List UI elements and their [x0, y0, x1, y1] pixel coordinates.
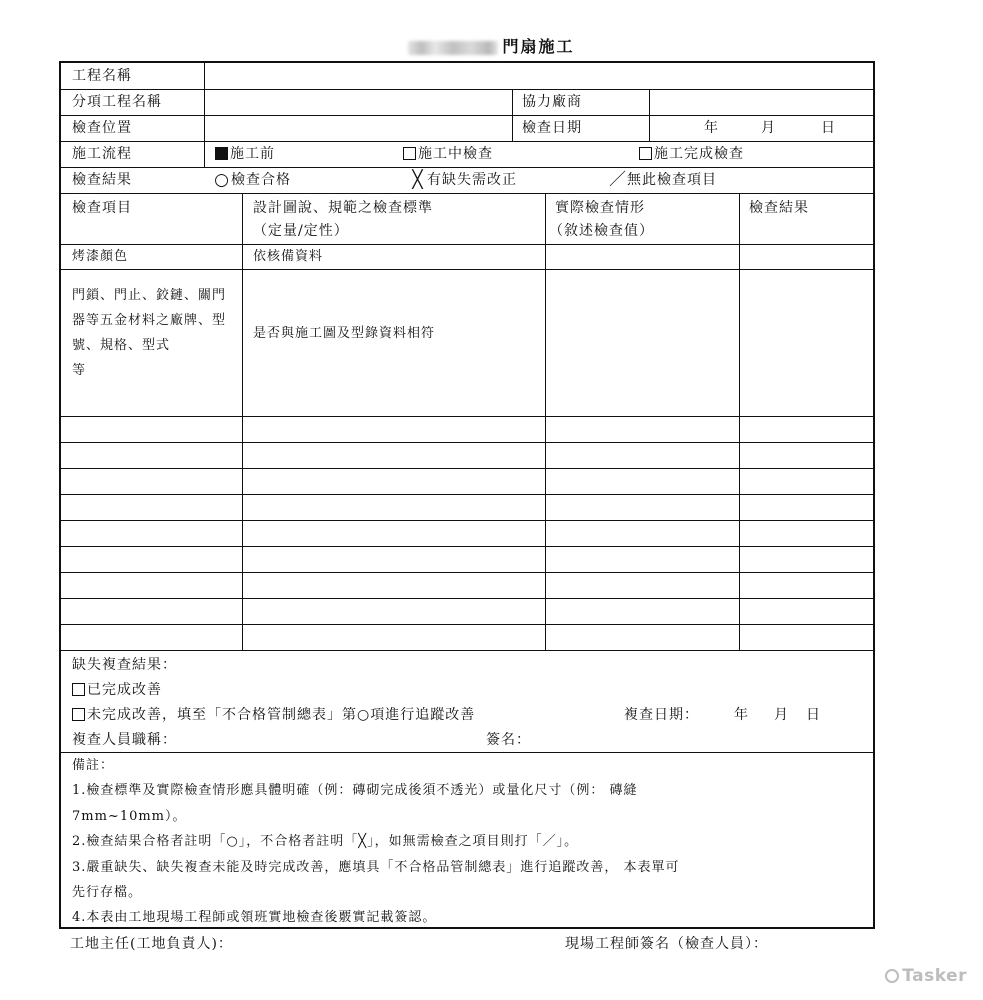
row-line: [61, 442, 873, 443]
row-line: [61, 520, 873, 521]
watermark-logo: Tasker: [885, 966, 967, 986]
logo-circle-icon: [885, 969, 899, 983]
process-done-option[interactable]: 施工完成檢查: [639, 145, 744, 163]
col-header-standard-sub: （定量/定性）: [253, 223, 349, 239]
recheck-signature: 簽名：: [486, 732, 531, 748]
date-day: 日: [821, 120, 836, 136]
col-line: [545, 193, 546, 650]
col-header-result: 檢查結果: [749, 200, 809, 216]
engineer-signature: 現場工程師簽名（檢查人員）：: [565, 936, 768, 952]
result-pass-option: ○檢查合格: [214, 170, 291, 190]
row-line: [61, 269, 873, 270]
checkbox-icon: [639, 147, 652, 160]
checkbox-icon: [403, 147, 416, 160]
redacted-prefix: [408, 41, 498, 55]
recheck-title: 缺失複查結果：: [72, 657, 177, 673]
process-label: 施工流程: [72, 146, 132, 162]
date-month: 月: [761, 120, 776, 136]
process-before-option[interactable]: 施工前: [215, 145, 275, 163]
row-line: [61, 546, 873, 547]
col-header-standard: 設計圖說、規範之檢查標準: [253, 200, 433, 216]
row-line: [61, 416, 873, 417]
note-1: 1.檢查標準及實際檢查情形應具體明確（例：磚砌完成後須不透光）或量化尺寸（例： 磚縫: [72, 783, 638, 798]
row-line: [61, 244, 873, 245]
site-director-signature: 工地主任(工地負責人)：: [70, 936, 233, 952]
row-line: [61, 650, 873, 651]
row-line: [61, 167, 873, 168]
col-line: [649, 89, 650, 141]
date-label: 檢查日期: [522, 120, 582, 136]
recheck-date-label: 複查日期：: [624, 707, 699, 723]
checkbox-icon: [72, 683, 85, 696]
location-label: 檢查位置: [72, 120, 132, 136]
col-header-actual-sub: （敘述檢查值）: [549, 223, 654, 239]
row-standard: 是否與施工圖及型錄資料相符: [253, 326, 436, 341]
note-3: 3.嚴重缺失、缺失複查未能及時完成改善，應填具「不合格品管制總表」進行追蹤改善， 本表單可: [72, 860, 680, 875]
result-na-option: ／無此檢查項目: [609, 170, 717, 190]
col-line: [242, 193, 243, 650]
note-2: 2.檢查結果合格者註明「○」，不合格者註明「╳」，如無需檢查之項目則打「／」。: [72, 834, 579, 849]
page-title: 門扇施工: [0, 34, 983, 57]
row-line: [61, 193, 873, 194]
row-line: [61, 494, 873, 495]
col-line: [512, 89, 513, 141]
slash-icon: ／: [609, 170, 627, 190]
col-line: [739, 193, 740, 650]
row-item: 門鎖、門止、鉸鏈、關門器等五金材料之廠牌、型號、規格、型式 等: [72, 288, 227, 378]
row-standard: 依核備資料: [253, 249, 324, 264]
note-1-cont: 7mm~10mm）。: [72, 809, 187, 824]
row-line: [61, 752, 873, 753]
circle-icon: ○: [214, 170, 230, 190]
row-line: [61, 572, 873, 573]
col-line: [204, 63, 205, 167]
project-name-label: 工程名稱: [72, 68, 132, 84]
notes-title: 備註：: [72, 758, 115, 773]
row-line: [61, 468, 873, 469]
recheck-date-month: 月: [774, 707, 789, 723]
note-3-cont: 先行存檔。: [72, 885, 143, 900]
result-label: 檢查結果: [72, 172, 132, 188]
date-year: 年: [704, 120, 719, 136]
contractor-label: 協力廠商: [522, 94, 582, 110]
process-during-option[interactable]: 施工中檢查: [403, 145, 493, 163]
checkbox-checked-icon: [215, 147, 228, 160]
recheck-done-option[interactable]: 已完成改善: [72, 681, 162, 699]
cross-icon: ╳: [412, 170, 424, 190]
recheck-inspector-title: 複查人員職稱：: [72, 732, 177, 748]
recheck-date-day: 日: [806, 707, 821, 723]
sub-project-label: 分項工程名稱: [72, 94, 162, 110]
result-fix-option: ╳ 有缺失需改正: [409, 171, 517, 189]
row-line: [61, 598, 873, 599]
row-line: [61, 89, 873, 90]
recheck-not-done-option[interactable]: 未完成改善，填至「不合格管制總表」第○項進行追蹤改善: [72, 706, 475, 724]
col-header-actual: 實際檢查情形: [555, 200, 645, 216]
row-line: [61, 115, 873, 116]
checkbox-icon: [72, 708, 85, 721]
note-4: 4.本表由工地現場工程師或領班實地檢查後覈實記載簽認。: [72, 910, 437, 925]
row-item: 烤漆顏色: [72, 249, 129, 264]
col-header-item: 檢查項目: [72, 200, 132, 216]
inspection-form: [59, 61, 875, 929]
row-line: [61, 624, 873, 625]
row-line: [61, 141, 873, 142]
recheck-date-year: 年: [734, 707, 749, 723]
